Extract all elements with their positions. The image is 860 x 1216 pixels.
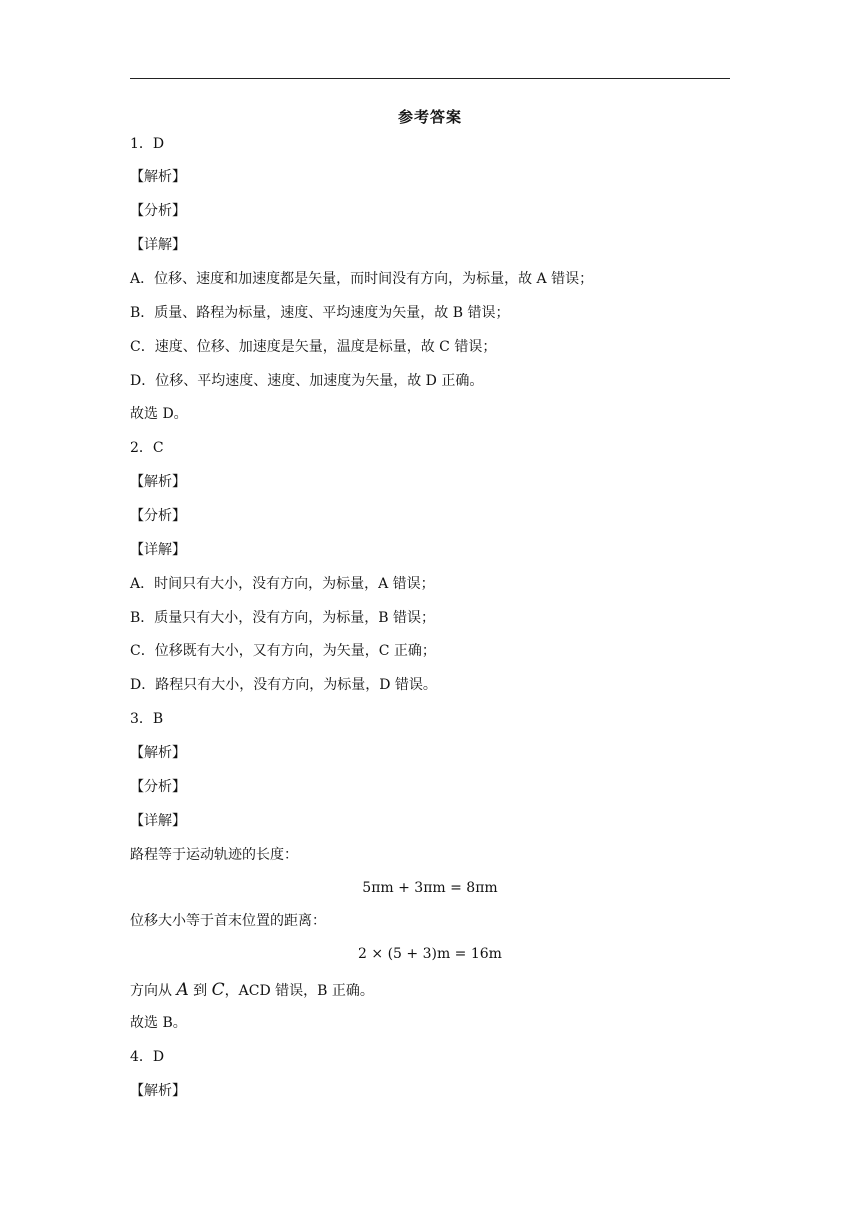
option-line: B．质量、路程为标量，速度、平均速度为矢量，故 B 错误；: [130, 305, 510, 321]
option-line: B．质量只有大小，没有方向，为标量，B 错误；: [130, 610, 436, 626]
direction-line: [130, 980, 374, 1001]
section-xiangjie: 【详解】: [130, 813, 186, 829]
option-line: D．路程只有大小，没有方向，为标量，D 错误。: [130, 677, 437, 693]
section-jiexi: 【解析】: [130, 1083, 186, 1099]
option-line: D．位移、平均速度、速度、加速度为矢量，故 D 正确。: [130, 373, 484, 389]
section-jiexi: 【解析】: [130, 745, 186, 761]
conclusion-line: 故选 B。: [130, 1015, 187, 1031]
point-c: C: [211, 980, 225, 1000]
section-fenxi: 【分析】: [130, 508, 186, 524]
option-line: C．位移既有大小，又有方向，为矢量，C 正确；: [130, 643, 436, 659]
section-xiangjie: 【详解】: [130, 237, 186, 253]
answer-4: 4．D: [130, 1049, 165, 1065]
explanation-line: 路程等于运动轨迹的长度：: [130, 847, 298, 863]
section-fenxi: 【分析】: [130, 203, 186, 219]
answer-1: 1．D: [130, 136, 165, 152]
answer-3: 3．B: [130, 711, 164, 727]
conclusion-line: 故选 D。: [130, 406, 188, 422]
option-line: A．位移、速度和加速度都是矢量，而时间没有方向，为标量，故 A 错误；: [130, 271, 594, 287]
formula-displacement: 2 × (5 + 3)m = 16m: [358, 946, 502, 962]
direction-suffix: ，ACD 错误，B 正确。: [224, 983, 374, 999]
formula-path-length: 5πm + 3πm = 8πm: [362, 880, 498, 896]
page-title: 参考答案: [397, 108, 462, 126]
point-a: A: [176, 980, 189, 1000]
section-jiexi: 【解析】: [130, 474, 186, 490]
option-line: A．时间只有大小，没有方向，为标量，A 错误；: [130, 576, 435, 592]
direction-mid: 到: [188, 983, 212, 999]
option-line: C．速度、位移、加速度是矢量，温度是标量，故 C 错误；: [130, 339, 497, 355]
explanation-line: 位移大小等于首末位置的距离：: [130, 913, 326, 929]
section-fenxi: 【分析】: [130, 779, 186, 795]
answer-2: 2．C: [130, 440, 164, 456]
direction-prefix: 方向从: [130, 983, 177, 999]
section-jiexi: 【解析】: [130, 169, 186, 185]
section-xiangjie: 【详解】: [130, 542, 186, 558]
header-rule: [130, 78, 730, 79]
